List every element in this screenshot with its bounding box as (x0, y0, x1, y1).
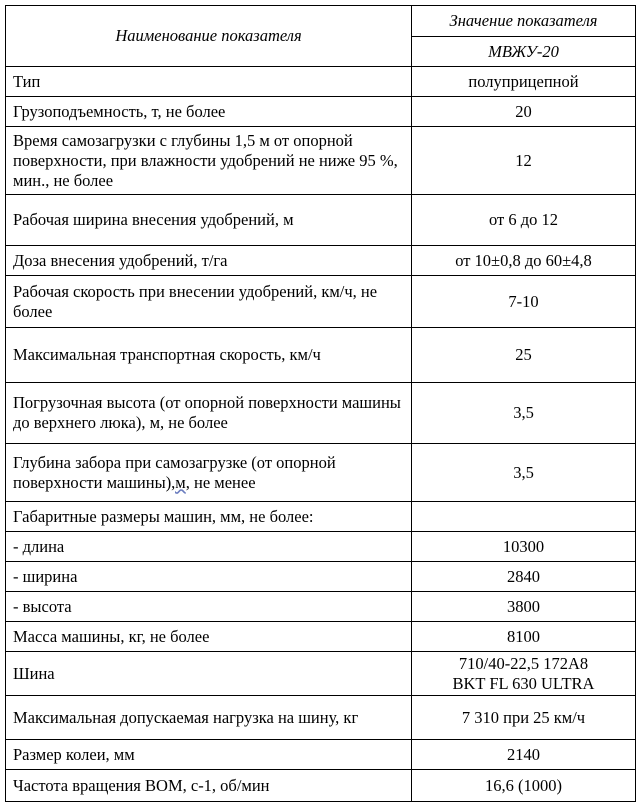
row-value: 25 (412, 328, 636, 383)
table-row (6, 328, 636, 383)
row-name: - длина (6, 532, 412, 562)
row-name: Тип (6, 67, 412, 97)
row-value: 2140 (412, 740, 636, 770)
table-row (6, 502, 636, 532)
table-row (6, 276, 636, 328)
table-row (6, 740, 636, 770)
row-value-line: 710/40-22,5 172A8 (458, 653, 589, 673)
row-value: 3,5 (412, 444, 636, 502)
row-name: Шина (6, 652, 412, 696)
row-value: 7-10 (412, 276, 636, 328)
row-name: Частота вращения ВОМ, с-1, об/мин (6, 770, 412, 802)
header-parameter-value: Значение показателя (412, 6, 636, 37)
row-value: 7 310 при 25 км/ч (412, 696, 636, 740)
table-row (6, 532, 636, 562)
table-row (6, 383, 636, 444)
row-name: Время самозагрузки с глубины 1,5 м от опорной поверхности, при влажности удобрений не ниже 95 %, мин., не более (6, 127, 412, 195)
row-name: - ширина (6, 562, 412, 592)
table-row (6, 97, 636, 127)
header-parameter-name: Наименование показателя (6, 6, 412, 67)
table-row (6, 622, 636, 652)
row-value: 8100 (412, 622, 636, 652)
row-value: от 6 до 12 (412, 195, 636, 246)
row-name: Погрузочная высота (от опорной поверхности машины до верхнего люка), м, не более (6, 383, 412, 444)
table-row (6, 246, 636, 276)
row-value: полуприцепной (412, 67, 636, 97)
row-name: Рабочая ширина внесения удобрений, м (6, 195, 412, 246)
header-row (6, 6, 636, 37)
row-value (412, 652, 636, 696)
row-name: Размер колеи, мм (6, 740, 412, 770)
row-name: Максимальная допускаемая нагрузка на шину, кг (6, 696, 412, 740)
row-value-line: BKT FL 630 ULTRA (452, 673, 595, 693)
table-row (6, 562, 636, 592)
row-name-underlined-part: ),м (165, 472, 186, 492)
row-name: Грузоподъемность, т, не более (6, 97, 412, 127)
table-row (6, 696, 636, 740)
row-value: 10300 (412, 532, 636, 562)
row-value: 2840 (412, 562, 636, 592)
row-value (412, 502, 636, 532)
row-name: Масса машины, кг, не более (6, 622, 412, 652)
table-row (6, 195, 636, 246)
row-value: 12 (412, 127, 636, 195)
row-value: 3,5 (412, 383, 636, 444)
row-name: Рабочая скорость при внесении удобрений, км/ч, не более (6, 276, 412, 328)
row-name-part: Глубина забора при самозагрузке (от опорной поверхности машины (13, 452, 336, 492)
table-row (6, 770, 636, 802)
row-value: от 10±0,8 до 60±4,8 (412, 246, 636, 276)
row-name-part: , не менее (185, 472, 256, 492)
table-row (6, 127, 636, 195)
row-name: Габаритные размеры машин, мм, не более: (6, 502, 412, 532)
row-value: 20 (412, 97, 636, 127)
table-row (6, 652, 636, 696)
row-name (6, 444, 412, 502)
header-model: МВЖУ-20 (412, 37, 636, 67)
row-name: Максимальная транспортная скорость, км/ч (6, 328, 412, 383)
row-name: - высота (6, 592, 412, 622)
row-value: 3800 (412, 592, 636, 622)
specifications-table (5, 5, 636, 802)
table-row (6, 67, 636, 97)
row-value: 16,6 (1000) (412, 770, 636, 802)
row-name: Доза внесения удобрений, т/га (6, 246, 412, 276)
table-row (6, 592, 636, 622)
table-row (6, 444, 636, 502)
